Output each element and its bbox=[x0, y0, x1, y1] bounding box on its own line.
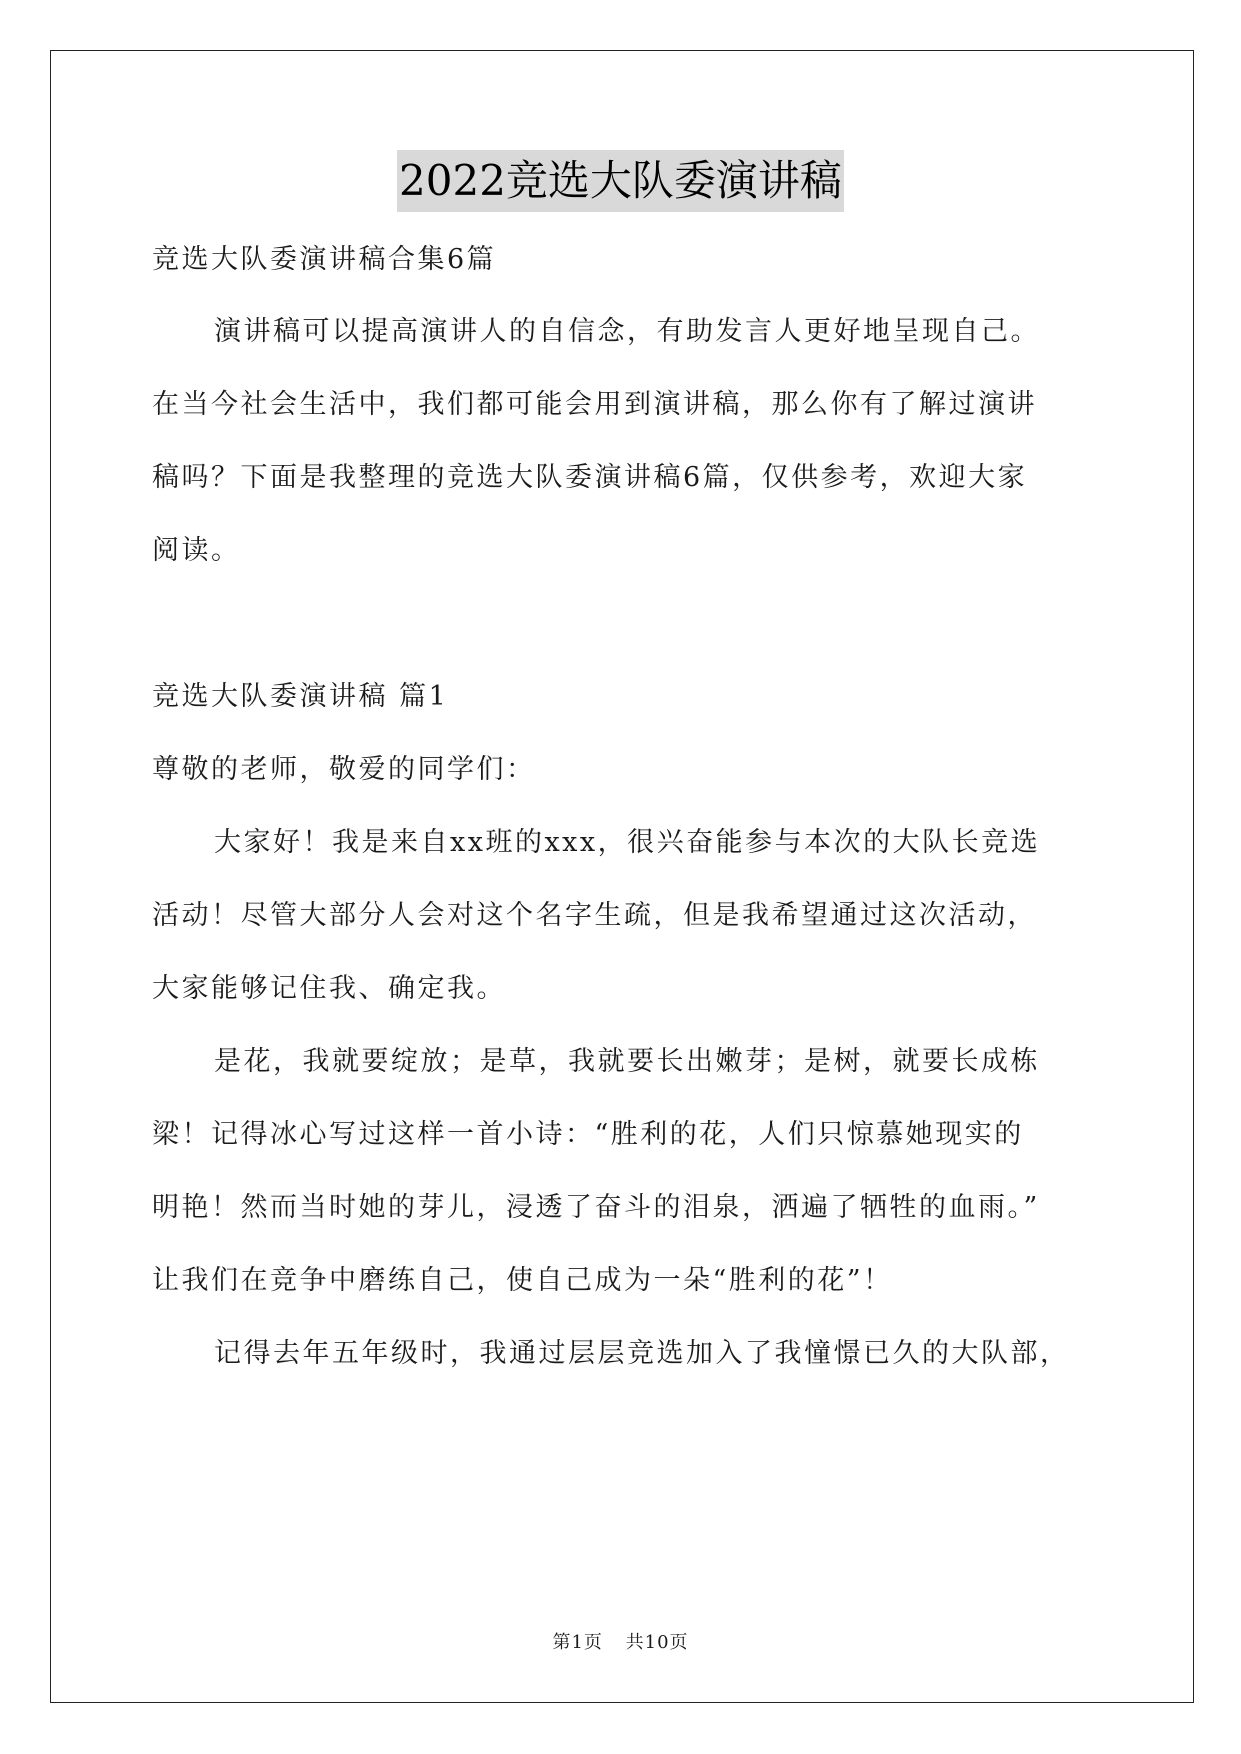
page-number: 第1页 bbox=[552, 1632, 603, 1653]
intro-line: 演讲稿可以提高演讲人的自信念，有助发言人更好地呈现自己。 bbox=[214, 316, 1040, 347]
section-heading: 竞选大队委演讲稿 篇1 bbox=[152, 681, 449, 712]
page-footer bbox=[0, 1628, 1241, 1654]
body-line: 是花，我就要绽放；是草，我就要长出嫩芽；是树，就要长成栋 bbox=[214, 1046, 1040, 1077]
salutation: 尊敬的老师，敬爱的同学们： bbox=[152, 754, 536, 785]
document-title-text: 2022竞选大队委演讲稿 bbox=[397, 150, 844, 212]
body-line: 梁！记得冰心写过这样一首小诗：“胜利的花，人们只惊慕她现实的 bbox=[152, 1119, 1024, 1150]
body-line: 让我们在竞争中磨练自己，使自己成为一朵“胜利的花”！ bbox=[152, 1265, 893, 1296]
body-line: 活动！尽管大部分人会对这个名字生疏，但是我希望通过这次活动， bbox=[152, 900, 1037, 931]
body-line: 大家好！我是来自xx班的xxx，很兴奋能参与本次的大队长竞选 bbox=[214, 827, 1041, 858]
document-title bbox=[0, 150, 1241, 212]
body-line: 明艳！然而当时她的芽儿，浸透了奋斗的泪泉，洒遍了牺牲的血雨。” bbox=[152, 1192, 1040, 1223]
body-line: 记得去年五年级时，我通过层层竞选加入了我憧憬已久的大队部， bbox=[214, 1338, 1070, 1369]
document-subtitle: 竞选大队委演讲稿合集6篇 bbox=[152, 244, 497, 275]
page-total: 共10页 bbox=[625, 1632, 689, 1653]
intro-line: 稿吗？下面是我整理的竞选大队委演讲稿6篇，仅供参考，欢迎大家 bbox=[152, 462, 1028, 493]
body-line: 大家能够记住我、确定我。 bbox=[152, 973, 506, 1004]
page-border bbox=[50, 50, 1194, 1703]
intro-line: 阅读。 bbox=[152, 535, 241, 566]
intro-line: 在当今社会生活中，我们都可能会用到演讲稿，那么你有了解过演讲 bbox=[152, 389, 1037, 420]
